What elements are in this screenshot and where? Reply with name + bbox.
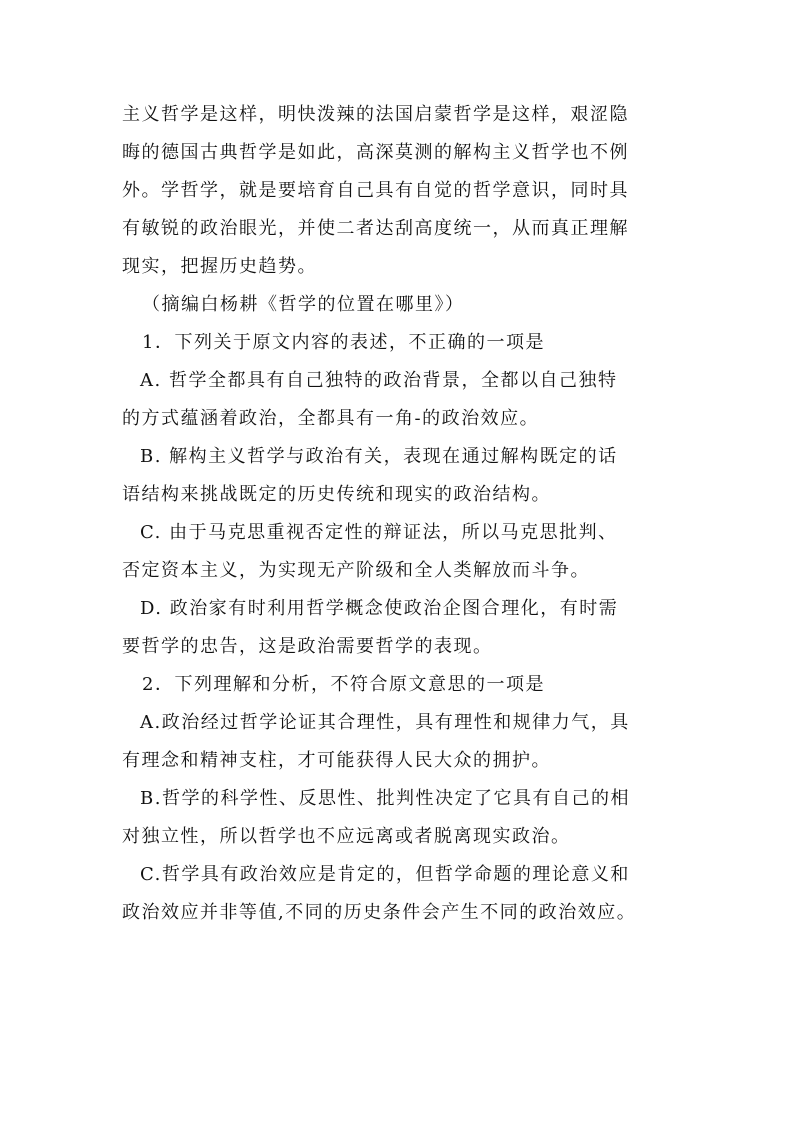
question-1-option-a-cont: 的方式蕴涵着政治，全都具有一角-的政治效应。: [122, 408, 540, 429]
question-2-option-a: A.政治经过哲学论证其合理性，具有理性和规律力气，具: [140, 712, 630, 733]
question-1-option-d-cont: 要哲学的忠告，这是政治需要哲学的表现。: [122, 636, 493, 657]
question-1-stem: 1．下列关于原文内容的表述，不正确的一项是: [142, 332, 545, 353]
paragraph-line: 晦的德国古典哲学是如此，高深莫测的解构主义哲学也不例: [122, 142, 629, 163]
paragraph-line: 现实，把握历史趋势。: [122, 256, 317, 277]
question-2-option-a-cont: 有理念和精神支柱，才可能获得人民大众的拥护。: [122, 750, 551, 771]
paragraph-line: 有敏锐的政治眼光，并使二者达刮高度统一，从而真正理解: [122, 218, 629, 239]
question-2-option-b: B.哲学的科学性、反思性、批判性决定了它具有自己的相: [140, 788, 630, 809]
question-1-option-d: D. 政治家有时利用哲学概念使政治企图合理化，有时需: [140, 598, 619, 619]
question-1-option-c: C. 由于马克思重视否定性的辩证法，所以马克思批判、: [140, 522, 618, 543]
source-citation: （摘编白杨耕《哲学的位置在哪里》）: [142, 294, 465, 315]
question-2-option-c-cont: 政治效应并非等值,不同的历史条件会产生不同的政治效应。: [122, 902, 637, 923]
question-2-stem: 2．下列理解和分析，不符合原文意思的一项是: [142, 674, 545, 695]
paragraph-line: 外。学哲学，就是要培育自己具有自觉的哲学意识，同时具: [122, 180, 629, 201]
document-body: [122, 96, 674, 932]
question-1-option-a: A. 哲学全都具有自己独特的政治背景，全都以自己独特: [140, 370, 618, 391]
question-2-option-c: C.哲学具有政治效应是肯定的，但哲学命题的理论意义和: [140, 864, 630, 885]
question-1-option-c-cont: 否定资本主义，为实现无产阶级和全人类解放而斗争。: [122, 560, 590, 581]
question-2-option-b-cont: 对独立性，所以哲学也不应远离或者脱离现实政治。: [122, 826, 571, 847]
question-1-option-b-cont: 语结构来挑战既定的历史传统和现实的政治结构。: [122, 484, 551, 505]
paragraph-line: 主义哲学是这样，明快泼辣的法国启蒙哲学是这样，艰涩隐: [122, 104, 629, 125]
question-1-option-b: B. 解构主义哲学与政治有关，表现在通过解构既定的话: [140, 446, 618, 467]
